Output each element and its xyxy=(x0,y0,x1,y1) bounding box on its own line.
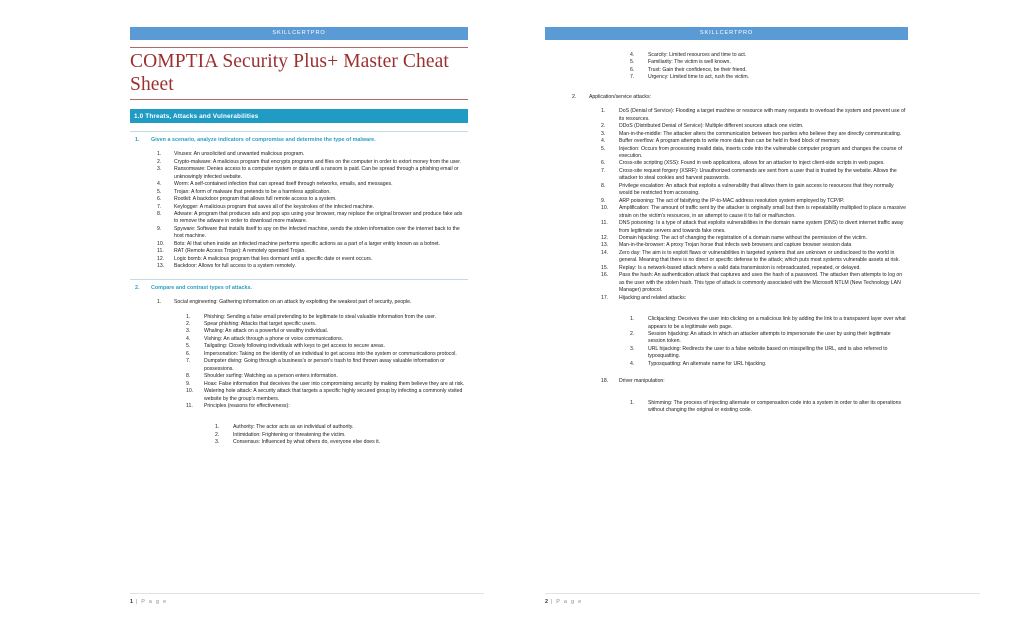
list-item-num: 6. xyxy=(157,196,162,203)
list-item-num: 12. xyxy=(601,234,609,241)
list-item-text: Adware: A program that produces ads and pop ups using your browser, may replace the original browser and produce fake ads to remove the adware in order to download more malware. xyxy=(174,211,463,225)
list-item-num: 12. xyxy=(157,255,165,262)
list-item-num: 2. xyxy=(572,93,577,100)
list-item-text: Rootkit: A backdoor program that allows full remote access to a system. xyxy=(174,196,337,203)
list-item-text: Logic bomb: A malicious program that lies dormant until a specific date or event occurs. xyxy=(174,255,373,262)
list-item xyxy=(186,403,468,410)
list-item-text: Clickjacking: Deceives the user into clicking on a malicious link by adding the link to a transparent layer over what appears to be a legitimate web page. xyxy=(648,316,906,330)
list-item-text: Pass the hash: An authentication attack that captures and uses the hash of a password. The attacker then attempts to log on as the user with the stolen hash. This type of attack is commonly associated with the Microsoft NTLM (New Technology LAN Manager) protocol. xyxy=(619,272,903,294)
hijacking-list xyxy=(545,316,908,368)
list-item xyxy=(186,381,468,388)
objective-heading-2-label: Compare and contrast types of attacks. xyxy=(151,284,252,291)
list-item-text: Keylogger: A malicious program that saves all of the keystrokes of the infected machine. xyxy=(174,203,375,210)
list-item-num: 3. xyxy=(186,328,191,335)
list-item xyxy=(630,52,908,59)
page-label-word: P a g e xyxy=(556,599,583,605)
list-item xyxy=(630,316,908,331)
list-item-num: 1. xyxy=(157,299,162,306)
list-item xyxy=(630,74,908,81)
principles-continued-list xyxy=(545,52,908,82)
list-item-num: 9. xyxy=(601,197,606,204)
list-item-num: 1. xyxy=(630,316,635,323)
list-item-num: 13. xyxy=(157,263,165,270)
list-item-num: 8. xyxy=(157,211,162,218)
list-item-num: 6. xyxy=(601,160,606,167)
list-item-num: 3. xyxy=(601,130,606,137)
list-item-text: Vishing: An attack through a phone or voice communications. xyxy=(204,335,344,342)
malware-list xyxy=(130,151,468,270)
list-item-text: Dumpster diving: Going through a business's or person's trash to find thrown away valuable information or possessions. xyxy=(204,358,445,372)
list-item-num: 5. xyxy=(601,145,606,152)
list-item xyxy=(630,346,908,361)
page-footer-right xyxy=(545,593,980,621)
list-item-num: 7. xyxy=(630,74,635,81)
list-item xyxy=(601,160,908,167)
list-item-num: 2. xyxy=(215,431,220,438)
list-item-num: 4. xyxy=(630,52,635,58)
driver-items-list xyxy=(545,400,908,415)
list-item xyxy=(157,226,468,241)
list-item-text: Hoax: False information that deceives the user into compromising security by making them believe they are at risk. xyxy=(204,380,465,387)
list-item xyxy=(601,146,908,161)
objective-heading-1-label: Given a scenario, analyze indicators of compromise and determine the type of malware. xyxy=(151,137,376,143)
list-item-text: Phishing: Sending a false email pretending to be legitimate to steal valuable information from the user. xyxy=(204,313,437,320)
list-item-num: 2. xyxy=(630,330,635,337)
list-item-num: 8. xyxy=(186,373,191,380)
list-item xyxy=(186,343,468,350)
list-item-num: 2. xyxy=(157,158,162,165)
title-rule-top xyxy=(130,47,468,48)
list-item-text: Principles (reasons for effectiveness): xyxy=(204,402,290,409)
list-item-text: Privilege escalation: An attack that exploits a vulnerability that allows them to gain access to resources that they normally would be restricted from accessing. xyxy=(619,182,894,197)
list-item xyxy=(157,299,468,306)
list-item xyxy=(630,400,908,415)
list-item-text: Session hijacking: An attack in which an attacker attempts to impersonate the user by using their legitimate session token. xyxy=(648,330,891,345)
driver-manipulation-heading-list xyxy=(545,378,908,385)
list-item-num: 1. xyxy=(601,108,606,115)
list-item xyxy=(601,108,908,123)
list-item-text: Cross-site scripting (XSS): Found in web applications, allows for an attacker to inject client-side scripts in web pages. xyxy=(619,160,885,167)
list-item-num: 7. xyxy=(186,358,191,365)
list-item xyxy=(601,138,908,145)
list-item-text: Impersonation: Taking on the identity of an individual to get access into the system or communications protocol. xyxy=(204,350,457,357)
brand-header-left: SKILLCERTPRO xyxy=(130,27,468,40)
list-item xyxy=(630,67,908,74)
list-item-text: Familiarity: The victim is well known. xyxy=(648,59,731,66)
list-item-text: Spear phishing: Attacks that target specific users. xyxy=(204,320,317,327)
objective-heading-2 xyxy=(130,279,468,292)
list-item-num: 11. xyxy=(601,220,608,227)
list-item-text: Bots: AI that when inside an infected machine performs specific actions as a part of a larger entity known as a botnet. xyxy=(174,240,441,247)
list-item-num: 5. xyxy=(186,343,191,350)
list-item-text: Trust: Gain their confidence, be their friend. xyxy=(648,66,747,73)
list-item-text: Man-in-the-browser: A proxy Trojan horse that infects web browsers and capture browser session data xyxy=(619,242,852,249)
list-item-num: 15. xyxy=(601,264,609,271)
list-item-text: Hijacking and related attacks: xyxy=(619,294,687,301)
list-item-text: Zero day: The aim is to exploit flaws or vulnerabilities in targeted systems that are unknown or undisclosed to the world in general. Meaning that there is no direct or specific defense to the attack; which puts most systems vulnerable assets at risk. xyxy=(619,249,900,264)
list-item xyxy=(601,168,908,183)
list-item xyxy=(186,314,468,321)
list-item xyxy=(601,272,908,294)
list-item-num: 17. xyxy=(601,294,609,301)
list-item xyxy=(157,159,468,166)
list-item xyxy=(215,432,468,439)
app-service-list xyxy=(545,108,908,302)
list-item-text: Whaling: An attack on a powerful or wealthy individual. xyxy=(204,328,329,335)
list-item-num: 5. xyxy=(630,59,635,66)
list-item xyxy=(215,439,468,446)
list-item xyxy=(601,131,908,138)
list-item-num: 9. xyxy=(157,225,162,232)
objective-heading-2-num: 2. xyxy=(135,284,140,291)
list-item xyxy=(215,424,468,431)
list-item xyxy=(186,388,468,403)
page-2 xyxy=(512,0,1024,621)
list-item xyxy=(157,151,468,158)
page-label: | xyxy=(548,599,557,605)
list-item xyxy=(572,94,908,101)
list-item-num: 4. xyxy=(630,360,635,367)
section-heading-bar: 1.0 Threats, Attacks and Vulnerabilities xyxy=(130,109,468,123)
list-item-num: 4. xyxy=(601,138,606,145)
page-title: COMPTIA Security Plus+ Master Cheat Sheet xyxy=(130,51,449,95)
list-item-num: 6. xyxy=(186,350,191,357)
list-item xyxy=(601,250,908,265)
list-item-text: Man-in-the-middle: The attacker alters the communication between two parties who believe they are directly communicating. xyxy=(619,130,902,137)
list-item xyxy=(601,205,908,220)
list-item-text: DoS (Denial of Service): Flooding a target machine or resource with many requests to overload the system and prevent use of its resources. xyxy=(619,108,906,122)
list-item-text: ARP poisoning: The act of falsifying the IP-to-MAC address resolution system employed by TCP/IP. xyxy=(619,197,845,204)
list-item-text: Authority: The actor acts as an individual of authority. xyxy=(233,424,354,431)
list-item-num: 3. xyxy=(215,439,220,446)
list-item xyxy=(157,204,468,211)
list-item-num: 10. xyxy=(601,205,609,212)
list-item xyxy=(601,123,908,130)
list-item-num: 6. xyxy=(630,66,635,73)
list-item-text: Cross-site request forgery (XSRF): Unauthorized commands are sent from a user that is trusted by the website. Allows the attacker to steal cookies and harvest passwords. xyxy=(619,167,897,182)
app-service-heading-list xyxy=(545,94,908,101)
list-item-num: 3. xyxy=(630,345,635,352)
list-item xyxy=(157,189,468,196)
list-item-num: 4. xyxy=(186,335,191,342)
page-number: 2 xyxy=(545,599,548,605)
list-item-num: 5. xyxy=(157,188,162,195)
list-item-text: Ransomware: Denies access to a computer system or data until a ransom is paid. Can be spread through a phishing email or unknowingly infected website. xyxy=(174,166,459,180)
list-item xyxy=(186,358,468,373)
list-item-num: 1. xyxy=(215,424,220,431)
list-item xyxy=(630,59,908,66)
list-item xyxy=(601,183,908,198)
list-item xyxy=(601,242,908,249)
list-item-text: Tailgating: Closely following individuals with keys to get access to secure areas. xyxy=(204,343,385,350)
list-item xyxy=(601,295,908,302)
list-item-text: Backdoor: Allows for full access to a system remotely. xyxy=(174,263,296,270)
list-item-text: Domain hijacking: The act of changing the registration of a domain name without the permission of the victim. xyxy=(619,234,867,241)
list-item-num: 2. xyxy=(601,123,606,130)
list-item-num: 1. xyxy=(630,399,635,406)
list-item-text: Watering hole attack: A security attack that targets a specific highly secured group by infecting a commonly visited website by the group's members. xyxy=(204,388,463,402)
list-item-text: Driver manipulation: xyxy=(619,378,665,385)
page-number: 1 xyxy=(130,599,133,605)
page-footer-left xyxy=(130,593,484,621)
list-item xyxy=(601,265,908,272)
objective-heading-1-num: 1. xyxy=(135,137,140,143)
list-item xyxy=(157,166,468,181)
list-item-num: 14. xyxy=(601,249,609,256)
list-item xyxy=(630,361,908,368)
list-item-num: 7. xyxy=(601,167,606,174)
list-item xyxy=(157,248,468,255)
list-item xyxy=(601,220,908,235)
list-item-text: URL hijacking: Redirects the user to a false website based on misspelling the URL, and is also referred to typosquatting. xyxy=(648,345,888,360)
list-item-text: Social engineering: Gathering information on an attack by exploiting the weakest part of security, people. xyxy=(174,299,412,306)
list-item-num: 1. xyxy=(157,151,162,158)
list-item xyxy=(601,235,908,242)
list-item-num: 10. xyxy=(157,240,165,247)
list-item-num: 7. xyxy=(157,203,162,210)
list-item-num: 1. xyxy=(186,313,191,320)
list-item-text: Typosquatting: An alternate name for URL hijacking. xyxy=(648,360,767,367)
list-item xyxy=(157,181,468,188)
list-item-num: 4. xyxy=(157,181,162,188)
list-item xyxy=(186,328,468,335)
list-item xyxy=(186,321,468,328)
list-item xyxy=(186,336,468,343)
list-item-text: Crypto-malware: A malicious program that encrypts programs and files on the computer in order to extort money from the user. xyxy=(174,158,462,165)
title-rule-bottom xyxy=(130,99,468,100)
list-item-text: Replay: Is a network-based attack where a valid data transmission is rebroadcasted, repeated, or delayed. xyxy=(619,264,861,271)
list-item-num: 13. xyxy=(601,242,609,249)
page-label: | xyxy=(133,599,142,605)
brand-header-right: SKILLCERTPRO xyxy=(545,27,908,40)
list-item xyxy=(186,351,468,358)
list-item-text: Viruses: An unsolicited and unwanted malicious program. xyxy=(174,151,305,158)
list-item-text: Injection: Occurs from processing invalid data, inserts code into the vulnerable computer program and changes the course of execution. xyxy=(619,145,903,159)
list-item-num: 8. xyxy=(601,182,606,189)
list-item-text: Consensus: Influenced by what others do, everyone else does it. xyxy=(233,439,381,446)
list-item xyxy=(157,263,468,270)
list-item-num: 11. xyxy=(186,402,193,409)
list-item-num: 10. xyxy=(186,388,194,395)
list-item-num: 16. xyxy=(601,272,609,279)
list-item xyxy=(601,198,908,205)
attacks-list xyxy=(130,299,468,306)
list-item-num: 11. xyxy=(157,248,164,255)
list-item-text: Spyware: Software that installs itself to spy on the infected machine, sends the stolen information over the internet back to the host machine. xyxy=(174,225,460,240)
list-item-text: Buffer overflow: A program attempts to write more data than can be held in fixed block of memory. xyxy=(619,138,841,145)
objective-heading-1 xyxy=(130,131,468,144)
list-item-num: 2. xyxy=(186,320,191,327)
list-item-num: 9. xyxy=(186,380,191,387)
list-item xyxy=(157,211,468,226)
list-item-text: Shoulder surfing: Watching as a person enters information. xyxy=(204,373,338,380)
list-item xyxy=(157,241,468,248)
list-item-num: 18. xyxy=(601,378,609,385)
list-item-text: Shimming: The process of injecting alternate or compensation code into a system in order to alter its operations without changing the original or existing code. xyxy=(648,399,902,414)
list-item-text: Application/service attacks: xyxy=(589,93,652,100)
list-item-text: RAT (Remote Access Trojan): A remotely operated Trojan. xyxy=(174,248,306,255)
list-item xyxy=(601,378,908,385)
list-item-text: Worm: A self-contained infection that can spread itself through networks, emails, and messages. xyxy=(174,181,393,188)
list-item xyxy=(157,196,468,203)
list-item-text: Intimidation: Frightening or threatening the victim. xyxy=(233,431,346,438)
list-item xyxy=(630,331,908,346)
list-item-text: Scarcity: Limited resources and time to act. xyxy=(648,52,747,58)
list-item-text: Amplification: The amount of traffic sent by the attacker is originally small but then is repeatability multiplied to place a massive strain on the victim's resources, in an attempt to cause it to fail or malfunction. xyxy=(619,205,906,219)
list-item xyxy=(157,256,468,263)
list-item-text: DNS poisoning: Is a type of attack that exploits vulnerabilities in the domain name system (DNS) to divert internet traffic away from legitimate servers and towards fake ones. xyxy=(619,220,904,234)
principles-list xyxy=(130,424,468,446)
list-item-num: 3. xyxy=(157,166,162,173)
list-item-text: DDoS (Distributed Denial of Service): Multiple different sources attack one victim. xyxy=(619,123,804,130)
list-item xyxy=(186,373,468,380)
social-engineering-list xyxy=(130,314,468,411)
list-item-text: Trojan: A form of malware that pretends to be a harmless application. xyxy=(174,188,331,195)
list-item-text: Urgency: Limited time to act, rush the victim. xyxy=(648,74,750,81)
page-label-word: P a g e xyxy=(141,599,168,605)
